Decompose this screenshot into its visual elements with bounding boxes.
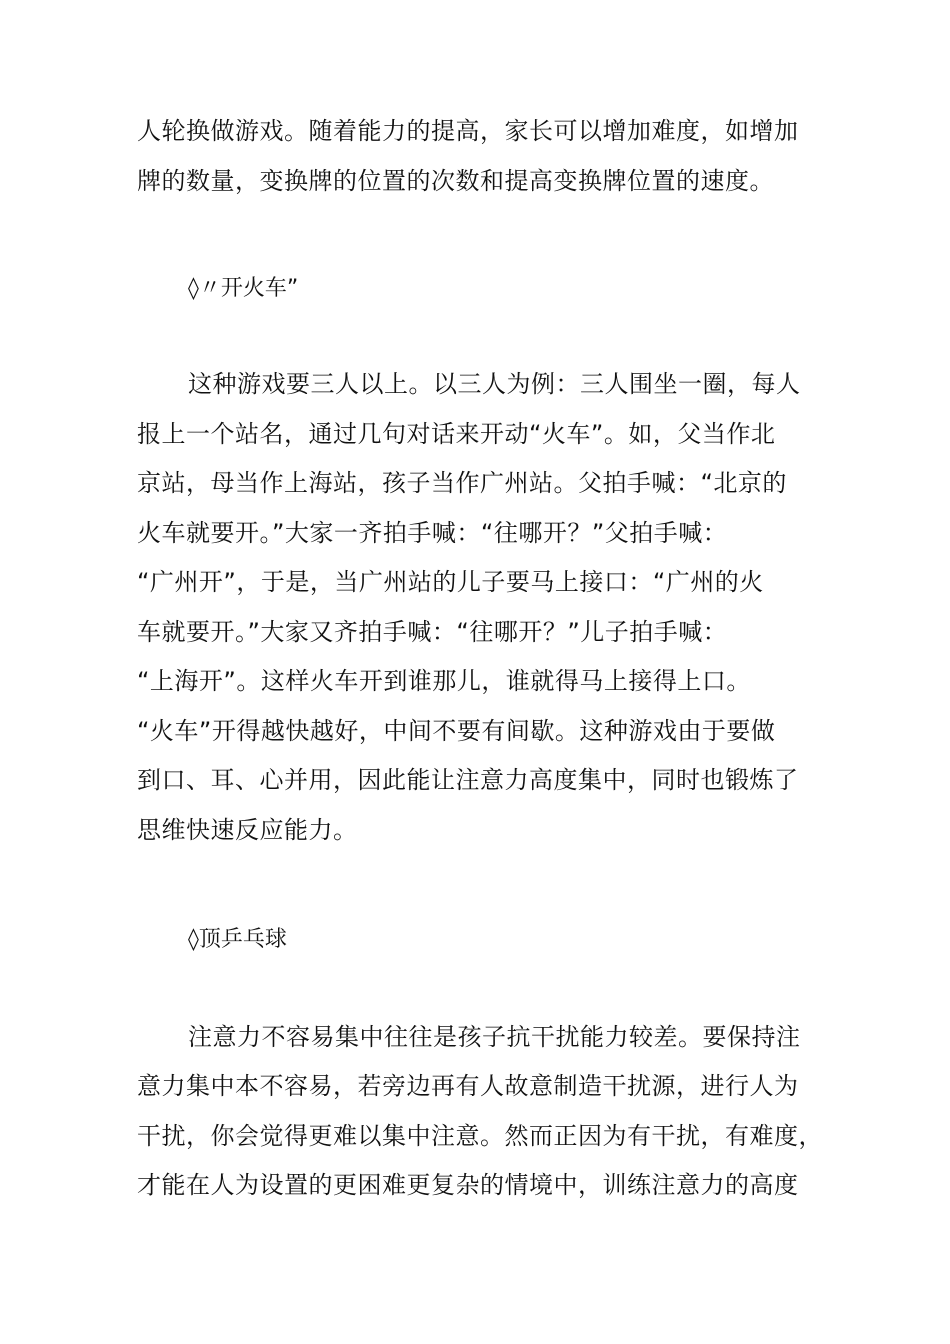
- paragraph-line: “上海开”。这样火车开到谁那儿，谁就得马上接得上口。: [137, 667, 751, 695]
- paragraph-line: 火车就要开。”大家一齐拍手喊：“往哪开？”父拍手喊：: [137, 519, 728, 547]
- paragraph-line: 这种游戏要三人以上。以三人为例：三人围坐一圈，每人: [188, 370, 801, 398]
- paragraph-line: 牌的数量，变换牌的位置的次数和提高变换牌位置的速度。: [137, 167, 774, 195]
- paragraph-line: 才能在人为设置的更困难更复杂的情境中，训练注意力的高度: [137, 1171, 799, 1199]
- paragraph-line: 报上一个站名，通过几句对话来开动“火车”。如，父当作北: [137, 420, 776, 448]
- paragraph-line: “广州开”，于是，当广州站的儿子要马上接口：“广州的火: [137, 568, 764, 596]
- paragraph-line: 干扰，你会觉得更难以集中注意。然而正因为有干扰，有难度，: [137, 1122, 823, 1150]
- section-heading-train: ◊〃开火车”: [188, 276, 299, 301]
- paragraph-line: 思维快速反应能力。: [137, 816, 358, 844]
- paragraph-line: 车就要开。”大家又齐拍手喊：“往哪开？”儿子拍手喊：: [137, 618, 728, 646]
- paragraph-line: 意力集中本不容易，若旁边再有人故意制造干扰源，进行人为: [137, 1072, 799, 1100]
- paragraph-line: 京站，母当作上海站，孩子当作广州站。父拍手喊：“北京的: [137, 469, 787, 497]
- section-heading-pingpong: ◊顶乒乓球: [188, 927, 287, 952]
- paragraph-line: “火车”开得越快越好，中间不要有间歇。这种游戏由于要做: [137, 717, 776, 745]
- paragraph-line: 注意力不容易集中往往是孩子抗干扰能力较差。要保持注: [188, 1023, 801, 1051]
- paragraph-line: 到口、耳、心并用，因此能让注意力高度集中，同时也锻炼了: [137, 766, 799, 794]
- paragraph-line: 人轮换做游戏。随着能力的提高，家长可以增加难度，如增加: [137, 117, 799, 145]
